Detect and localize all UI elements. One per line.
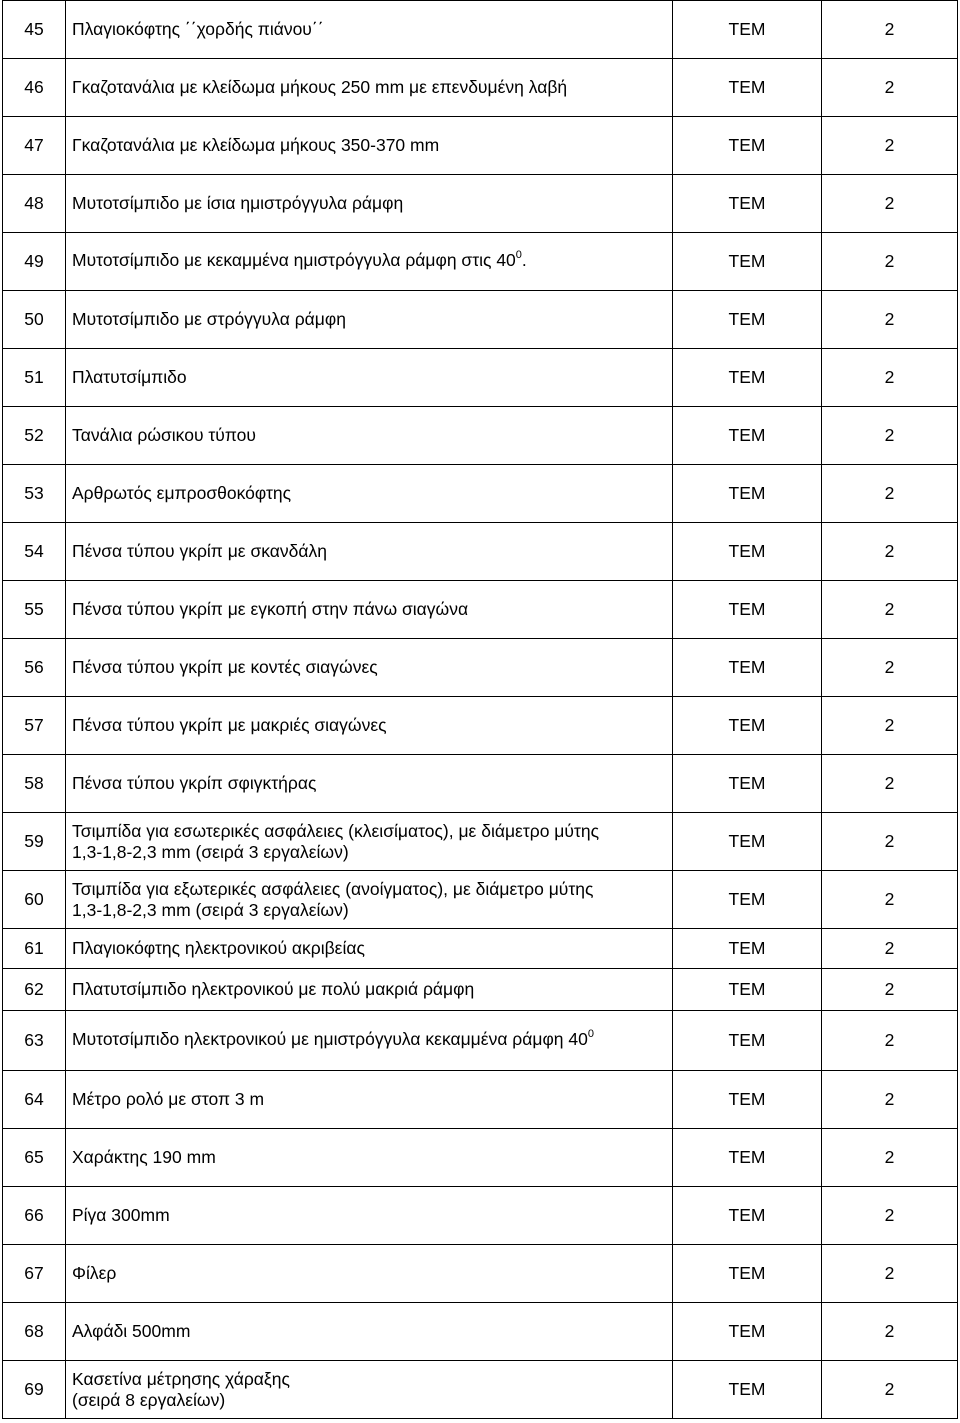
table-row <box>3 969 958 1011</box>
item-number: 54 <box>3 523 66 581</box>
item-description <box>66 1361 673 1419</box>
item-description: Ρίγα 300mm <box>66 1187 673 1245</box>
item-quantity: 2 <box>822 639 958 697</box>
item-unit: ΤΕΜ <box>673 755 822 813</box>
item-unit: ΤΕΜ <box>673 117 822 175</box>
item-description: Πένσα τύπου γκρίπ σφιγκτήρας <box>66 755 673 813</box>
table-row <box>3 813 958 871</box>
item-unit: ΤΕΜ <box>673 639 822 697</box>
item-quantity: 2 <box>822 581 958 639</box>
item-quantity: 2 <box>822 755 958 813</box>
item-unit: ΤΕΜ <box>673 1129 822 1187</box>
item-description: Μυτοτσίμπιδο με ίσια ημιστρόγγυλα ράμφη <box>66 175 673 233</box>
item-number: 63 <box>3 1011 66 1071</box>
item-unit: ΤΕΜ <box>673 523 822 581</box>
item-number: 55 <box>3 581 66 639</box>
table-row <box>3 349 958 407</box>
item-description: Αλφάδι 500mm <box>66 1303 673 1361</box>
table-row <box>3 291 958 349</box>
item-unit: ΤΕΜ <box>673 1361 822 1419</box>
item-quantity: 2 <box>822 465 958 523</box>
item-number: 58 <box>3 755 66 813</box>
item-number: 56 <box>3 639 66 697</box>
item-unit: ΤΕΜ <box>673 929 822 969</box>
description-line-1: Τσιμπίδα για εσωτερικές ασφάλειες (κλεισίματος), με διάμετρο μύτης <box>72 820 600 841</box>
item-number: 48 <box>3 175 66 233</box>
item-number: 60 <box>3 871 66 929</box>
table-row <box>3 1129 958 1187</box>
item-quantity: 2 <box>822 697 958 755</box>
item-quantity: 2 <box>822 813 958 871</box>
table-row <box>3 1303 958 1361</box>
item-description: Μυτοτσίμπιδο με στρόγγυλα ράμφη <box>66 291 673 349</box>
item-description: Τανάλια ρώσικου τύπου <box>66 407 673 465</box>
item-number: 47 <box>3 117 66 175</box>
item-quantity: 2 <box>822 117 958 175</box>
description-line-1: Τσιμπίδα για εξωτερικές ασφάλειες (ανοίγματος), με διάμετρο μύτης <box>72 878 594 899</box>
table-row <box>3 1011 958 1071</box>
item-number: 66 <box>3 1187 66 1245</box>
item-quantity: 2 <box>822 1245 958 1303</box>
item-number: 57 <box>3 697 66 755</box>
description-line-2: 1,3-1,8-2,3 mm (σειρά 3 εργαλείων) <box>72 841 349 862</box>
table-row <box>3 117 958 175</box>
table-row <box>3 523 958 581</box>
item-quantity: 2 <box>822 871 958 929</box>
item-description: Πένσα τύπου γκρίπ με σκανδάλη <box>66 523 673 581</box>
item-quantity: 2 <box>822 291 958 349</box>
description-text: Μυτοτσίμπιδο με κεκαμμένα ημιστρόγγυλα ράμφη στις 40 <box>72 249 516 270</box>
item-description: Πένσα τύπου γκρίπ με μακριές σιαγώνες <box>66 697 673 755</box>
item-quantity: 2 <box>822 175 958 233</box>
table-row <box>3 755 958 813</box>
item-number: 52 <box>3 407 66 465</box>
item-description: Φίλερ <box>66 1245 673 1303</box>
item-number: 62 <box>3 969 66 1011</box>
table-row <box>3 1 958 59</box>
item-description: Αρθρωτός εμπροσθοκόφτης <box>66 465 673 523</box>
item-description <box>66 1011 673 1071</box>
item-number: 68 <box>3 1303 66 1361</box>
item-description <box>66 871 673 929</box>
item-description: Πλαγιοκόφτης ΄΄χορδής πιάνου΄΄ <box>66 1 673 59</box>
equipment-table <box>2 0 958 1419</box>
item-unit: ΤΕΜ <box>673 581 822 639</box>
item-number: 50 <box>3 291 66 349</box>
degree-superscript: 0 <box>515 248 522 261</box>
item-description <box>66 233 673 291</box>
item-unit: ΤΕΜ <box>673 175 822 233</box>
item-number: 46 <box>3 59 66 117</box>
item-quantity: 2 <box>822 969 958 1011</box>
item-quantity: 2 <box>822 407 958 465</box>
item-description: Πένσα τύπου γκρίπ με κοντές σιαγώνες <box>66 639 673 697</box>
item-number: 69 <box>3 1361 66 1419</box>
table-row <box>3 871 958 929</box>
item-number: 49 <box>3 233 66 291</box>
table-row <box>3 1361 958 1419</box>
item-unit: ΤΕΜ <box>673 291 822 349</box>
item-number: 61 <box>3 929 66 969</box>
item-number: 64 <box>3 1071 66 1129</box>
item-quantity: 2 <box>822 523 958 581</box>
item-unit: ΤΕΜ <box>673 1 822 59</box>
item-quantity: 2 <box>822 349 958 407</box>
item-unit: ΤΕΜ <box>673 1245 822 1303</box>
item-description <box>66 813 673 871</box>
item-unit: ΤΕΜ <box>673 1303 822 1361</box>
item-quantity: 2 <box>822 1303 958 1361</box>
description-text: Μυτοτσίμπιδο ηλεκτρονικού με ημιστρόγγυλα κεκαμμένα ράμφη 40 <box>72 1028 588 1049</box>
table-row <box>3 465 958 523</box>
item-description: Χαράκτης 190 mm <box>66 1129 673 1187</box>
item-unit: ΤΕΜ <box>673 59 822 117</box>
table-row <box>3 1187 958 1245</box>
item-quantity: 2 <box>822 1 958 59</box>
item-description: Πένσα τύπου γκρίπ με εγκοπή στην πάνω σιαγώνα <box>66 581 673 639</box>
item-number: 67 <box>3 1245 66 1303</box>
degree-superscript: 0 <box>587 1027 594 1040</box>
item-quantity: 2 <box>822 1011 958 1071</box>
table-row <box>3 697 958 755</box>
item-description: Μέτρο ρολό με στοπ 3 m <box>66 1071 673 1129</box>
item-unit: ΤΕΜ <box>673 697 822 755</box>
item-number: 65 <box>3 1129 66 1187</box>
table-row <box>3 407 958 465</box>
item-quantity: 2 <box>822 1129 958 1187</box>
item-quantity: 2 <box>822 59 958 117</box>
item-description: Πλατυτσίμπιδο <box>66 349 673 407</box>
item-unit: ΤΕΜ <box>673 871 822 929</box>
table-row <box>3 1245 958 1303</box>
item-number: 59 <box>3 813 66 871</box>
item-unit: ΤΕΜ <box>673 1071 822 1129</box>
item-unit: ΤΕΜ <box>673 813 822 871</box>
item-unit: ΤΕΜ <box>673 349 822 407</box>
item-quantity: 2 <box>822 929 958 969</box>
description-line-1: Κασετίνα μέτρησης χάραξης <box>72 1368 290 1389</box>
item-number: 51 <box>3 349 66 407</box>
table-row <box>3 175 958 233</box>
item-description: Πλαγιοκόφτης ηλεκτρονικού ακριβείας <box>66 929 673 969</box>
table-row <box>3 929 958 969</box>
item-unit: ΤΕΜ <box>673 969 822 1011</box>
item-quantity: 2 <box>822 1187 958 1245</box>
item-unit: ΤΕΜ <box>673 233 822 291</box>
item-quantity: 2 <box>822 1361 958 1419</box>
table-row <box>3 639 958 697</box>
table-row <box>3 233 958 291</box>
item-quantity: 2 <box>822 1071 958 1129</box>
table-row <box>3 1071 958 1129</box>
item-unit: ΤΕΜ <box>673 1011 822 1071</box>
item-unit: ΤΕΜ <box>673 407 822 465</box>
description-line-2: (σειρά 8 εργαλείων) <box>72 1389 226 1410</box>
item-description: Γκαζοτανάλια με κλείδωμα μήκους 350-370 mm <box>66 117 673 175</box>
item-quantity: 2 <box>822 233 958 291</box>
item-unit: ΤΕΜ <box>673 465 822 523</box>
item-description: Πλατυτσίμπιδο ηλεκτρονικού με πολύ μακριά ράμφη <box>66 969 673 1011</box>
item-number: 53 <box>3 465 66 523</box>
item-description: Γκαζοτανάλια με κλείδωμα μήκους 250 mm με επενδυμένη λαβή <box>66 59 673 117</box>
item-unit: ΤΕΜ <box>673 1187 822 1245</box>
item-number: 45 <box>3 1 66 59</box>
description-tail: . <box>521 249 527 270</box>
table-row <box>3 581 958 639</box>
table-row <box>3 59 958 117</box>
description-line-2: 1,3-1,8-2,3 mm (σειρά 3 εργαλείων) <box>72 899 349 920</box>
